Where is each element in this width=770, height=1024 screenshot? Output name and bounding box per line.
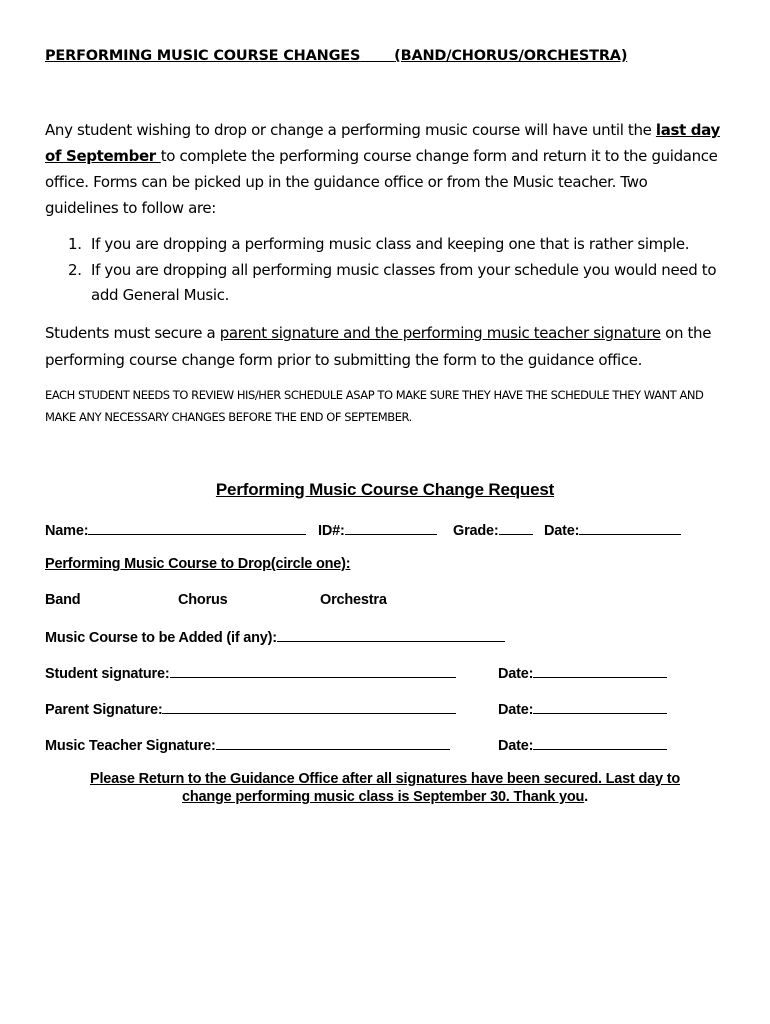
guideline-number: 2. — [68, 260, 82, 279]
guideline-item — [45, 258, 725, 309]
teacher-signature-field[interactable] — [45, 735, 450, 754]
form-title: Performing Music Course Change Request — [215, 480, 555, 499]
option-chorus[interactable]: Chorus — [178, 592, 228, 608]
date-blank[interactable] — [579, 520, 681, 535]
guideline-text: If you are dropping all performing music classes from your schedule you would need to add General Music. — [91, 260, 717, 304]
id-field[interactable] — [318, 520, 437, 539]
name-label: Name: — [45, 523, 89, 539]
header-gap — [360, 48, 394, 64]
footer-line-1: Please Return to the Guidance Office after all signatures have been secured. Last day to — [90, 771, 680, 787]
teacher-date-blank[interactable] — [533, 735, 667, 750]
course-added-field[interactable] — [45, 627, 505, 646]
intro-paragraph — [45, 117, 725, 221]
secure-part2: on the performing course change form prior to submitting the form to the guidance office. — [45, 324, 712, 369]
parent-date-label: Date: — [498, 702, 534, 718]
grade-field[interactable] — [453, 520, 533, 539]
name-field[interactable] — [45, 520, 306, 539]
footer-line-2: change performing music class is September 30. Thank you — [181, 789, 585, 805]
intro-part2: to complete the performing course change form and return it to the guidance office. Forms can be picked up in the guidance office or from the Music teacher. Two guidelines to follow are: — [45, 147, 718, 217]
parent-signature-field[interactable] — [45, 699, 456, 718]
student-signature-label: Student signature: — [45, 666, 170, 682]
secure-part1: Students must secure a — [45, 324, 220, 342]
document-header — [45, 48, 627, 64]
teacher-date-field[interactable] — [498, 735, 667, 754]
signature-requirement-paragraph — [45, 320, 725, 374]
course-added-blank[interactable] — [277, 627, 505, 642]
header-title: PERFORMING MUSIC COURSE CHANGES — [45, 48, 361, 64]
parent-date-field[interactable] — [498, 699, 667, 718]
student-signature-field[interactable] — [45, 663, 456, 682]
grade-label: Grade: — [453, 523, 499, 539]
intro-part1: Any student wishing to drop or change a performing music course will have until the — [45, 121, 656, 139]
date-label: Date: — [544, 523, 580, 539]
teacher-signature-blank[interactable] — [216, 735, 450, 750]
header-subtitle: (BAND/CHORUS/ORCHESTRA) — [394, 48, 628, 64]
guideline-item — [45, 232, 725, 258]
secure-underlined: parent signature and the performing music teacher signature — [219, 324, 661, 342]
student-date-label: Date: — [498, 666, 534, 682]
name-blank[interactable] — [88, 520, 306, 535]
student-date-field[interactable] — [498, 663, 667, 682]
id-blank[interactable] — [345, 520, 437, 535]
grade-blank[interactable] — [499, 520, 533, 535]
parent-date-blank[interactable] — [533, 699, 667, 714]
parent-signature-blank[interactable] — [162, 699, 456, 714]
guidelines-list — [45, 232, 725, 309]
student-date-blank[interactable] — [533, 663, 667, 678]
guideline-text: If you are dropping a performing music class and keeping one that is rather simple. — [91, 235, 690, 253]
drop-heading — [45, 556, 350, 572]
return-instructions — [0, 770, 770, 806]
date-field[interactable] — [544, 520, 681, 539]
option-orchestra[interactable]: Orchestra — [320, 592, 387, 608]
student-signature-blank[interactable] — [170, 663, 456, 678]
parent-signature-label: Parent Signature: — [45, 702, 163, 718]
teacher-date-label: Date: — [498, 738, 534, 754]
schedule-notice: EACH STUDENT NEEDS TO REVIEW HIS/HER SCHEDULE ASAP TO MAKE SURE THEY HAVE THE SCHEDULE THEY WANT AND MAKE ANY NECESSARY CHANGES BEFORE THE END OF SEPTEMBER. — [45, 388, 704, 424]
teacher-signature-label: Music Teacher Signature: — [45, 738, 216, 754]
course-added-label: Music Course to be Added (if any): — [45, 630, 277, 646]
guideline-number: 1. — [68, 235, 82, 253]
intro-deadline: last day of September — [45, 121, 720, 165]
footer-period: . — [584, 789, 589, 805]
option-band[interactable]: Band — [45, 592, 81, 608]
id-label: ID#: — [318, 523, 345, 539]
drop-heading-text: Performing Music Course to Drop(circle one): — [45, 556, 351, 572]
